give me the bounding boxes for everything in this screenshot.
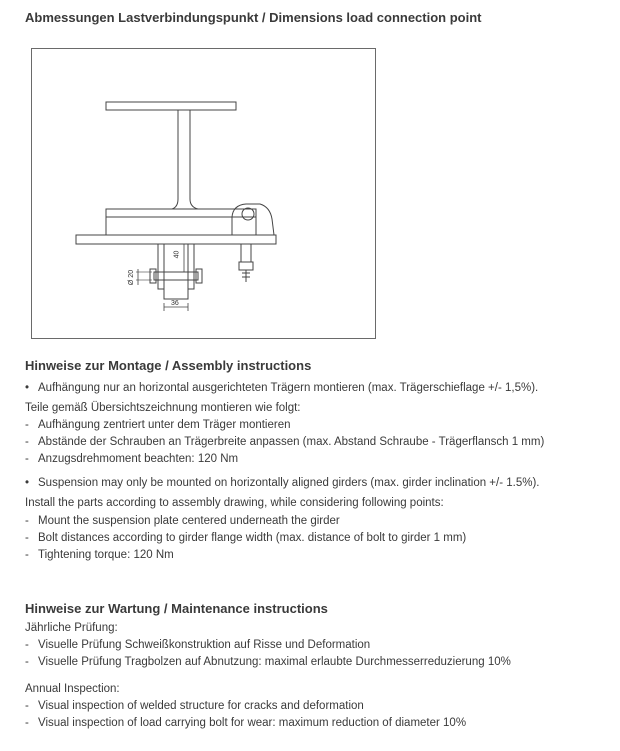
bullet-marker: • [25,477,30,489]
beam-web [172,110,198,209]
list-item-text: Visuelle Prüfung Schweißkonstruktion auf Risse und Deformation [38,639,371,651]
dash-marker: - [25,436,29,448]
list-item-text: Abstände der Schrauben an Trägerbreite anpassen (max. Abstand Schraube - Trägerflansch 1 mm) [38,436,545,448]
dash-marker: - [25,549,29,561]
list-item [25,716,466,730]
dash-marker: - [25,515,29,527]
dash-marker: - [25,453,29,465]
load-bolt [154,272,198,280]
list-item [25,655,511,669]
dash-marker: - [25,700,29,712]
assembly-heading: Hinweise zur Montage / Assembly instructions [25,358,312,373]
list-item-text: Visuelle Prüfung Tragbolzen auf Abnutzung: maximal erlaubte Durchmesserreduzierung 10% [38,656,511,668]
clamp-plate [76,235,276,244]
dim-diameter-label: Ø 20 [128,269,136,286]
assembly-en-intro: Install the parts according to assembly drawing, while considering following points: [25,497,444,509]
list-item-text: Visual inspection of welded structure for cracks and deformation [38,700,364,712]
list-item [25,548,174,562]
list-item-text: Visual inspection of load carrying bolt for wear: maximum reduction of diameter 10% [38,717,467,729]
drawing-svg [32,49,377,340]
assembly-de-intro: Teile gemäß Übersichtszeichnung montieren wie folgt: [25,402,301,414]
assembly-de-bullet [25,381,538,395]
list-item-text: Tightening torque: 120 Nm [38,549,174,561]
dim-width-label: 36 [171,300,179,307]
left-lug [158,244,164,289]
dash-marker: - [25,656,29,668]
right-lug [188,244,194,289]
clamp-bolt-head [242,208,254,220]
assembly-de-bullet-text: Aufhängung nur an horizontal ausgerichteten Trägern montieren (max. Trägerschieflage +/- 1,5%). [38,382,539,394]
bolt-shank [241,244,251,262]
technical-drawing [31,48,376,339]
dash-marker: - [25,717,29,729]
maintenance-de-intro: Jährliche Prüfung: [25,622,118,634]
dash-marker: - [25,639,29,651]
list-item [25,531,466,545]
list-item-text: Aufhängung zentriert unter dem Träger montieren [38,419,291,431]
assembly-en-bullet-text: Suspension may only be mounted on horizontally aligned girders (max. girder inclination +/- 1.5%). [38,477,540,489]
page-title: Abmessungen Lastverbindungspunkt / Dimensions load connection point [25,10,482,25]
list-item-text: Mount the suspension plate centered underneath the girder [38,515,340,527]
list-item [25,418,291,432]
assembly-en-bullet [25,476,539,490]
list-item [25,514,340,528]
list-item [25,699,364,713]
dim-height-label: 40 [173,250,181,259]
maintenance-heading: Hinweise zur Wartung / Maintenance instructions [25,601,328,616]
list-item [25,638,370,652]
maintenance-en-intro: Annual Inspection: [25,683,120,695]
bullet-marker: • [25,382,30,394]
dash-marker: - [25,532,29,544]
beam-top-flange [106,102,236,110]
list-item-text: Anzugsdrehmoment beachten: 120 Nm [38,453,239,465]
dash-marker: - [25,419,29,431]
list-item [25,435,544,449]
list-item [25,452,238,466]
list-item-text: Bolt distances according to girder flange width (max. distance of bolt to girder 1 mm) [38,532,467,544]
